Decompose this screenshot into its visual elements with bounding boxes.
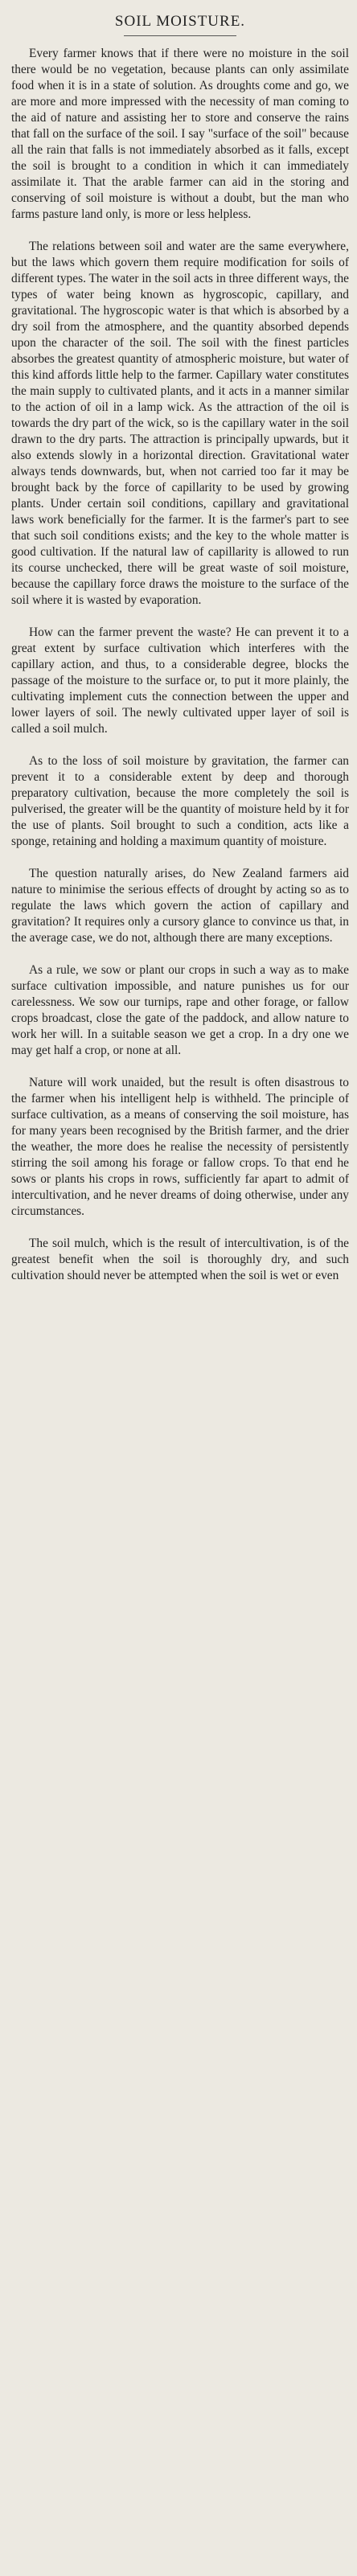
headline: SOIL MOISTURE.	[114, 13, 246, 30]
paragraph-2: The relations between soil and water are the same everywhere, but the laws which govern them require modification for soils of different types. The water in the soil acts in three different ways, the types of water being known as hygroscopic, capillary, and gravitational. The hygroscopic water is that which is absorbed by a dry soil from the atmosphere, and the quantity absorbed depends upon the character of the soil. The soil with the finest particles absorbes the greatest quantity of atmospheric moisture, but water of this kind affords little help to the farmer. Capillary water constitutes the main supply to cultivated plants, and it acts in a manner similar to the action of oil in a lamp wick. As the attraction of the oil is towards the dry part of the wick, so is the capillary water in the soil drawn to the dry parts. The attraction is principally upwards, but it also extends slowly in a horizontal direction. Gravitational water always tends downwards, but, when not carried too far it may be brought back by the force of capillarity to be used by growing plants. Under certain soil conditions, capillary and gravitational laws work beneficially for the farmer. It is the farmer's part to see that such soil conditions exists; and the key to the whole matter is good cultivation. If the natural law of capillarity is allowed to run its course unchecked, there will be great waste of soil moisture, because the capillary force draws the moisture to the surface of the soil where it is wasted by evaporation.	[11, 240, 349, 607]
paragraph-8: The soil mulch, which is the result of intercultivation, is of the greatest benefit when the soil is thoroughly dry, and such cultivation should never be attempted when the soil is wet or even	[11, 1237, 349, 1282]
paragraph-6: As a rule, we sow or plant our crops in such a way as to make surface cultivation impossible, and nature punishes us for our carelessness. We sow our turnips, rape and other forage, or fallow crops broadcast, close the gate of the paddock, and allow nature to work her will. In a suitable season we get a crop. In a dry one we may get half a crop, or none at all.	[11, 963, 349, 1057]
paragraph-7: Nature will work unaided, but the result is often disastrous to the farmer when his intelligent help is withheld. The principle of surface cultivation, as a means of conserving the soil moisture, has for many years been recognised by the British farmer, and the drier the weather, the more does he realise the necessity of persistently stirring the soil among his forage or fallow crops. To that end he sows or plants his crops in rows, sufficiently far apart to admit of intercultivation, and he never dreams of doing otherwise, under any circumstances.	[11, 1076, 349, 1218]
paragraph-5: The question naturally arises, do New Zealand farmers aid nature to minimise the serious effects of drought by acting so as to regulate the laws which govern the action of capillary and gravitation? It requires only a cursory glance to convince us that, in the average case, we do not, although there are many exceptions.	[11, 867, 349, 945]
paragraph-1: Every farmer knows that if there were no moisture in the soil there would be no vegetation, because plants can only assimilate food when it is in a state of solution. As droughts come and go, we are more and more impressed with the necessity of man coming to the aid of nature and assisting her to store and conserve the rains that fall on the surface of the soil. I say "surface of the soil" because all the rain that falls is not immediately absorbed as it falls, except the soil is brought to a condition in which it can immediately assimilate it. That the arable farmer can aid in the storing and conserving of soil moisture is without a doubt, but the man who farms pasture land only, is more or less helpless.	[11, 47, 349, 221]
headline-rule	[124, 35, 236, 36]
paragraph-3: How can the farmer prevent the waste? He can prevent it to a great extent by surface cultivation which interferes with the capillary action, and thus, to a considerable degree, blocks the passage of the moisture to the surface or, to put it more plainly, the cultivating implement cuts the connection between the upper and lower layers of soil. The newly cultivated upper layer of soil is called a soil mulch.	[11, 626, 349, 736]
paragraph-4: As to the loss of soil moisture by gravitation, the farmer can prevent it to a considerable extent by deep and thorough preparatory cultivation, because the more completely the soil is pulverised, the greater will be the quantity of moisture held by it for the use of plants. Soil brought to such a condition, acts like a sponge, retaining and holding a maximum quantity of moisture.	[11, 754, 349, 848]
